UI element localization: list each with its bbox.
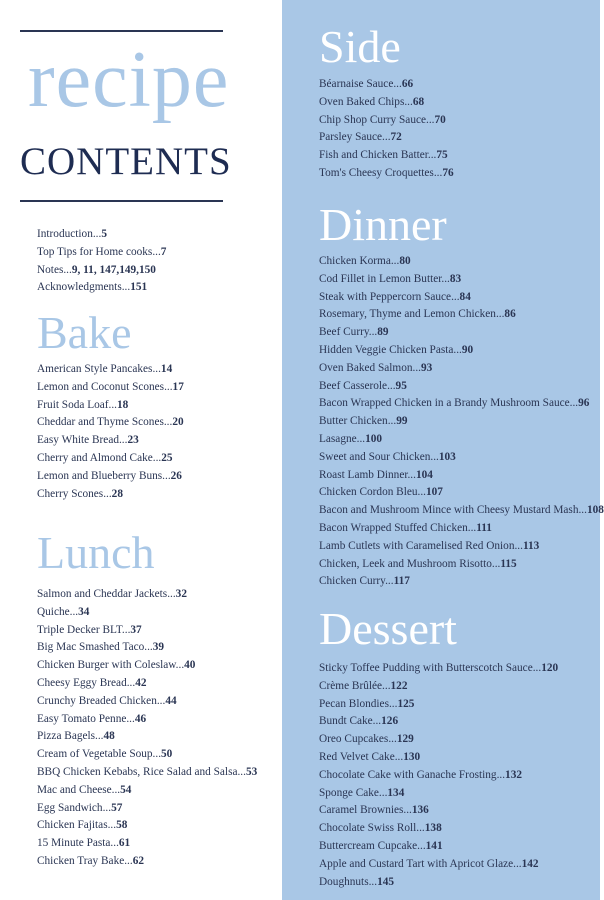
toc-entry — [319, 484, 604, 502]
toc-entry-title: Beef Casserole... — [319, 379, 396, 392]
toc-entry — [37, 379, 184, 397]
toc-entry — [37, 853, 257, 871]
lunch-list — [37, 586, 257, 871]
toc-entry-title: Butter Chicken... — [319, 415, 397, 428]
toc-entry-page: 17 — [172, 380, 184, 393]
toc-entry-title: Easy Tomato Penne... — [37, 712, 135, 725]
toc-entry-page: 86 — [504, 308, 516, 321]
toc-entry — [319, 696, 558, 714]
section-heading-bake: Bake — [37, 307, 132, 358]
toc-entry-title: Egg Sandwich... — [37, 801, 112, 814]
toc-entry-page: 103 — [438, 450, 456, 463]
toc-entry-page: 53 — [245, 765, 258, 778]
toc-entry — [37, 226, 166, 244]
toc-entry — [319, 147, 454, 165]
toc-entry — [37, 414, 184, 432]
toc-entry-title: Caramel Brownies... — [319, 804, 412, 817]
toc-entry — [37, 450, 184, 468]
toc-entry-title: Doughnuts... — [319, 875, 378, 888]
toc-entry-title: Oven Baked Salmon... — [319, 361, 421, 374]
toc-entry — [319, 112, 454, 130]
toc-entry-page: 96 — [578, 397, 590, 410]
toc-entry — [319, 678, 558, 696]
toc-entry — [319, 360, 604, 378]
dinner-list — [319, 253, 604, 591]
toc-entry-title: Parsley Sauce... — [319, 131, 391, 144]
toc-entry — [37, 835, 257, 853]
top-divider — [20, 30, 223, 32]
toc-entry — [37, 764, 257, 782]
toc-entry-page: 14 — [160, 363, 173, 375]
toc-entry-title: Beef Curry... — [319, 326, 378, 339]
toc-entry — [37, 639, 257, 657]
toc-entry-page: 100 — [365, 432, 383, 445]
toc-entry-page: 9, 11, 147,149,150 — [71, 263, 156, 276]
toc-entry — [319, 413, 604, 431]
toc-entry-title: Rosemary, Thyme and Lemon Chicken... — [319, 308, 505, 321]
toc-entry-page: 90 — [461, 343, 474, 356]
toc-entry — [37, 361, 184, 379]
toc-entry-page: 80 — [399, 255, 411, 267]
toc-entry — [37, 622, 257, 640]
toc-entry-title: Pizza Bagels... — [37, 730, 104, 743]
toc-entry — [319, 731, 558, 749]
toc-entry-title: Sweet and Sour Chicken... — [319, 450, 439, 463]
toc-entry-title: Introduction... — [37, 228, 102, 240]
toc-entry — [319, 874, 558, 892]
toc-entry — [319, 502, 604, 520]
toc-entry — [319, 76, 454, 94]
toc-entry-title: Cod Fillet in Lemon Butter... — [319, 272, 450, 285]
toc-entry-page: 58 — [116, 819, 128, 832]
toc-entry — [319, 785, 558, 803]
toc-entry-page: 95 — [395, 379, 407, 392]
toc-entry-title: Oreo Cupcakes... — [319, 733, 397, 746]
toc-entry — [37, 279, 166, 297]
toc-entry-page: 120 — [541, 662, 559, 674]
toc-entry-title: Lemon and Blueberry Buns... — [37, 469, 171, 482]
title-recipe: recipe — [28, 36, 230, 124]
toc-entry-page: 70 — [434, 113, 446, 126]
toc-entry-title: Bacon Wrapped Stuffed Chicken... — [319, 521, 477, 534]
toc-entry — [319, 838, 558, 856]
toc-entry-page: 7 — [160, 245, 167, 258]
toc-entry — [37, 782, 257, 800]
toc-entry-page: 117 — [393, 575, 410, 588]
toc-entry-page: 75 — [436, 149, 448, 162]
dessert-list — [319, 660, 558, 891]
toc-entry — [319, 538, 604, 556]
toc-entry-title: Sticky Toffee Pudding with Butterscotch Sauce... — [319, 662, 542, 674]
toc-entry — [37, 728, 257, 746]
toc-entry-title: Apple and Custard Tart with Apricot Glaze... — [319, 857, 522, 870]
toc-entry-title: Fruit Soda Loaf... — [37, 398, 118, 411]
toc-entry-title: Chicken Curry... — [319, 575, 394, 588]
toc-entry — [319, 129, 454, 147]
toc-entry — [319, 449, 604, 467]
toc-entry-page: 62 — [132, 854, 145, 867]
toc-entry-page: 84 — [459, 290, 471, 303]
toc-entry-title: Easy White Bread... — [37, 434, 128, 447]
toc-entry — [37, 262, 166, 280]
toc-entry-page: 32 — [175, 588, 187, 600]
toc-entry-title: Bundt Cake... — [319, 715, 382, 728]
toc-entry-page: 113 — [522, 539, 540, 552]
toc-entry-title: Chicken Korma... — [319, 255, 400, 267]
toc-entry-page: 37 — [130, 623, 142, 636]
section-heading-lunch: Lunch — [37, 527, 155, 578]
toc-entry — [319, 165, 454, 183]
toc-entry-title: Cheesy Eggy Bread... — [37, 676, 136, 689]
toc-entry-page: 99 — [396, 415, 408, 428]
toc-entry-page: 39 — [152, 641, 165, 654]
toc-entry-page: 145 — [377, 875, 395, 888]
toc-entry-title: Cherry Scones... — [37, 487, 112, 500]
toc-entry — [319, 253, 604, 271]
toc-entry-page: 34 — [78, 605, 90, 618]
toc-entry-page: 129 — [396, 733, 414, 746]
toc-entry — [37, 817, 257, 835]
toc-entry-title: Lasagne... — [319, 432, 366, 445]
toc-entry-title: Chocolate Cake with Ganache Frosting... — [319, 768, 506, 781]
toc-entry-page: 132 — [505, 768, 522, 781]
toc-entry-page: 40 — [184, 659, 196, 672]
toc-entry — [319, 271, 604, 289]
toc-entry-page: 125 — [397, 697, 415, 710]
toc-entry-page: 20 — [172, 416, 184, 429]
toc-entry-page: 107 — [426, 486, 443, 499]
toc-entry-title: Cheddar and Thyme Scones... — [37, 416, 173, 429]
toc-entry — [319, 431, 604, 449]
toc-entry-title: Top Tips for Home cooks... — [37, 245, 161, 258]
toc-entry-page: 115 — [500, 557, 517, 570]
toc-entry — [319, 767, 558, 785]
toc-entry-page: 108 — [586, 504, 604, 517]
toc-entry-title: Chicken Burger with Coleslaw... — [37, 659, 185, 672]
toc-entry — [319, 342, 604, 360]
toc-entry — [37, 486, 184, 504]
intro-list — [37, 226, 166, 297]
toc-entry — [319, 556, 604, 574]
toc-entry-title: Salmon and Cheddar Jackets... — [37, 588, 176, 600]
section-heading-dessert: Dessert — [319, 603, 457, 654]
toc-entry-page: 126 — [381, 715, 399, 728]
title-contents: CONTENTS — [20, 140, 232, 183]
toc-entry — [37, 586, 257, 604]
toc-entry — [319, 749, 558, 767]
toc-entry — [319, 802, 558, 820]
toc-entry-title: Oven Baked Chips... — [319, 95, 413, 108]
toc-entry-page: 57 — [111, 801, 123, 814]
toc-entry-title: Notes... — [37, 263, 72, 276]
toc-entry-title: Chicken Fajitas... — [37, 819, 117, 832]
toc-entry-title: Buttercream Cupcake... — [319, 839, 426, 852]
toc-entry-page: 54 — [120, 783, 132, 796]
toc-entry-title: Big Mac Smashed Taco... — [37, 641, 153, 654]
toc-entry — [37, 657, 257, 675]
toc-entry — [37, 244, 166, 262]
toc-entry-page: 83 — [449, 272, 462, 285]
toc-entry-page: 141 — [425, 839, 443, 852]
bake-list — [37, 361, 184, 503]
toc-entry-title: Crème Brûlée... — [319, 679, 391, 692]
toc-entry — [37, 711, 257, 729]
toc-entry-page: 28 — [111, 487, 123, 500]
toc-entry — [319, 820, 558, 838]
toc-entry — [319, 856, 558, 874]
toc-entry-page: 68 — [412, 95, 425, 108]
toc-entry — [37, 604, 257, 622]
toc-entry-title: American Style Pancakes... — [37, 363, 161, 375]
toc-entry-title: Steak with Peppercorn Sauce... — [319, 290, 460, 303]
toc-entry-title: Quiche... — [37, 605, 79, 618]
toc-entry-page: 134 — [387, 786, 405, 799]
toc-entry-title: Bacon and Mushroom Mince with Cheesy Mustard Mash... — [319, 504, 587, 517]
toc-entry — [319, 520, 604, 538]
toc-entry-title: Pecan Blondies... — [319, 697, 398, 710]
toc-entry-title: Mac and Cheese... — [37, 783, 121, 796]
toc-entry — [319, 324, 604, 342]
toc-entry-title: Roast Lamb Dinner... — [319, 468, 416, 481]
toc-entry-title: Lamb Cutlets with Caramelised Red Onion... — [319, 539, 523, 552]
toc-entry-page: 72 — [390, 131, 402, 144]
toc-entry-page: 25 — [161, 451, 173, 464]
toc-entry-page: 138 — [424, 822, 442, 835]
toc-entry-title: 15 Minute Pasta... — [37, 837, 119, 850]
toc-entry-page: 18 — [117, 398, 129, 411]
toc-entry-page: 76 — [442, 166, 454, 179]
toc-entry-title: Chip Shop Curry Sauce... — [319, 113, 435, 126]
side-list — [319, 76, 454, 183]
toc-entry-page: 46 — [134, 712, 147, 725]
toc-entry-page: 111 — [476, 521, 492, 534]
toc-entry — [319, 713, 558, 731]
toc-entry — [37, 746, 257, 764]
toc-entry — [37, 693, 257, 711]
toc-entry-page: 61 — [118, 837, 131, 850]
toc-entry-title: Sponge Cake... — [319, 786, 388, 799]
toc-entry-page: 104 — [415, 468, 433, 481]
toc-entry-page: 42 — [135, 676, 147, 689]
toc-entry-page: 48 — [103, 730, 115, 743]
bottom-divider — [20, 200, 223, 202]
toc-entry-page: 122 — [390, 679, 408, 692]
toc-entry-title: Chocolate Swiss Roll... — [319, 822, 425, 835]
toc-entry-title: Cherry and Almond Cake... — [37, 451, 162, 464]
toc-entry-page: 136 — [411, 804, 429, 817]
toc-entry-page: 50 — [161, 748, 173, 761]
toc-entry — [37, 432, 184, 450]
toc-entry — [319, 573, 604, 591]
toc-entry-page: 66 — [401, 78, 414, 90]
toc-entry-title: Bacon Wrapped Chicken in a Brandy Mushroom Sauce... — [319, 397, 579, 410]
toc-entry-title: Chicken Cordon Bleu... — [319, 486, 426, 499]
toc-entry-page: 93 — [420, 361, 433, 374]
toc-entry — [319, 306, 604, 324]
toc-entry — [37, 675, 257, 693]
toc-entry-title: Chicken, Leek and Mushroom Risotto... — [319, 557, 501, 570]
toc-entry-title: Tom's Cheesy Croquettes... — [319, 166, 443, 179]
toc-entry-title: Béarnaise Sauce... — [319, 78, 402, 90]
toc-entry — [319, 395, 604, 413]
section-heading-side: Side — [319, 21, 401, 72]
toc-entry-page: 130 — [403, 750, 421, 763]
section-heading-dinner: Dinner — [319, 199, 447, 250]
toc-entry-page: 44 — [165, 694, 177, 707]
toc-entry — [37, 800, 257, 818]
right-panel — [282, 0, 604, 900]
toc-entry-title: Cream of Vegetable Soup... — [37, 748, 162, 761]
toc-entry-title: Red Velvet Cake... — [319, 750, 404, 763]
toc-entry-title: Fish and Chicken Batter... — [319, 149, 437, 162]
toc-entry — [319, 94, 454, 112]
toc-entry — [319, 289, 604, 307]
toc-entry-title: Lemon and Coconut Scones... — [37, 380, 173, 393]
toc-entry — [37, 397, 184, 415]
toc-entry-page: 5 — [101, 228, 107, 240]
toc-entry — [37, 468, 184, 486]
toc-entry-title: Triple Decker BLT... — [37, 623, 131, 636]
toc-entry — [319, 378, 604, 396]
toc-entry — [319, 660, 558, 678]
toc-entry-title: Hidden Veggie Chicken Pasta... — [319, 343, 462, 356]
toc-entry-title: Crunchy Breaded Chicken... — [37, 694, 166, 707]
left-panel — [0, 0, 282, 900]
toc-entry-title: Acknowledgments... — [37, 281, 131, 294]
toc-entry-page: 26 — [170, 469, 182, 482]
toc-entry-page: 23 — [127, 434, 139, 447]
toc-entry-page: 89 — [377, 326, 389, 339]
toc-entry-page: 151 — [130, 281, 148, 294]
toc-entry-page: 142 — [521, 857, 539, 870]
toc-entry-title: BBQ Chicken Kebabs, Rice Salad and Salsa... — [37, 765, 246, 778]
toc-entry — [319, 467, 604, 485]
toc-entry-title: Chicken Tray Bake... — [37, 854, 133, 867]
